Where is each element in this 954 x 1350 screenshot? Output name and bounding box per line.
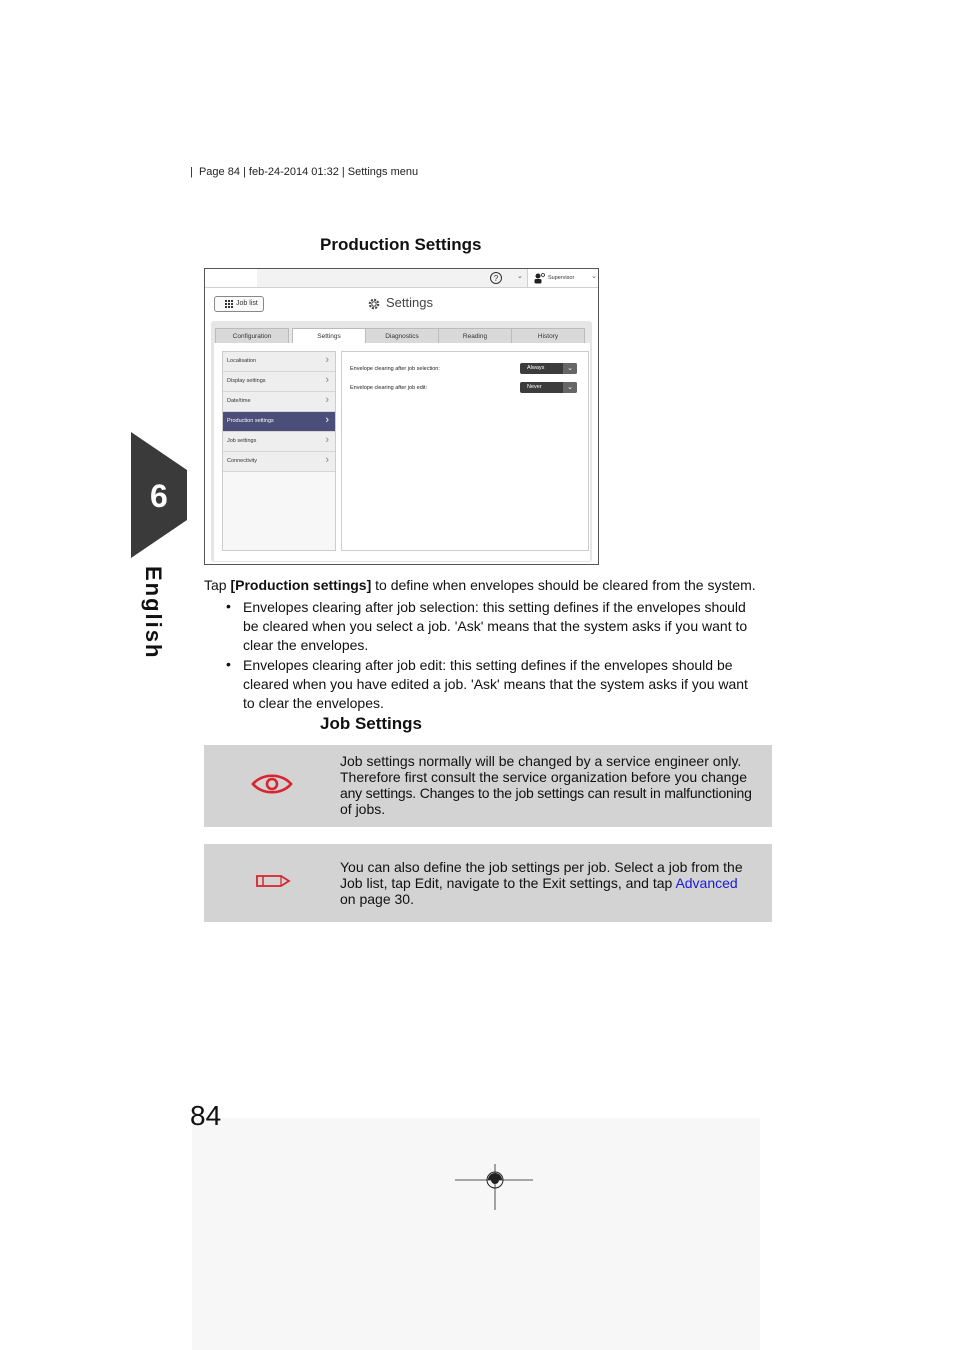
bottom-shade [192, 1118, 760, 1350]
sidebar-item-connectivity[interactable] [223, 452, 335, 472]
note-line: of jobs. [340, 801, 386, 817]
topbar-blank [205, 269, 257, 287]
note-text [340, 859, 765, 907]
sidebar-item-display-settings[interactable] [223, 372, 335, 392]
section-title-production: Production Settings [320, 235, 482, 254]
chevron-right-icon: › [325, 374, 329, 386]
tab-reading[interactable]: Reading [438, 328, 512, 345]
eye-icon [250, 771, 294, 797]
chevron-right-icon: › [325, 414, 329, 426]
tabs-area [211, 321, 592, 562]
note-line-text: Job list, tap Edit, navigate to the Exit settings, and tap [340, 875, 676, 891]
select-envelope-clearing-job-selection[interactable] [520, 363, 577, 374]
note-line: Therefore first consult the service organization before you change [340, 769, 748, 785]
sidebar-item-label: Date/time [227, 398, 251, 404]
settings-content [341, 351, 589, 551]
pencil-icon [254, 871, 292, 891]
note-line: Job settings normally will be changed by a service engineer only. [340, 753, 742, 769]
tab-history[interactable]: History [511, 328, 585, 345]
chevron-right-icon: › [325, 454, 329, 466]
user-menu[interactable] [527, 269, 599, 287]
bullet-line: Envelopes clearing after job edit: this setting defines if the envelopes should be [243, 657, 733, 673]
registration-mark-icon [455, 1160, 535, 1212]
svg-text:?: ? [493, 274, 499, 283]
intro-post: to define when envelopes should be cleared from the system. [371, 577, 756, 593]
settings-sidebar [222, 351, 336, 551]
sidebar-item-label: Job settings [227, 438, 257, 444]
sidebar-item-job-settings[interactable] [223, 432, 335, 452]
option-label-job-selection: Envelope clearing after job selection: [350, 366, 440, 372]
chevron-right-icon: › [325, 354, 329, 366]
option-label-job-edit: Envelope clearing after job edit: [350, 385, 428, 391]
grid-icon [225, 300, 233, 308]
page-title: Settings [386, 295, 433, 310]
advanced-link[interactable]: Advanced [675, 875, 738, 891]
intro-bold: [Production settings] [230, 577, 372, 593]
note-text [340, 753, 765, 817]
select-value: Never [527, 384, 542, 390]
note-line: You can also define the job settings per job. Select a job from the [340, 859, 743, 875]
chevron-down-icon: ⌄ [563, 382, 577, 393]
tab-diagnostics[interactable]: Diagnostics [365, 328, 439, 345]
section-title-job: Job Settings [320, 714, 423, 733]
sidebar-item-label: Display settings [227, 378, 266, 384]
bullet-item [243, 656, 748, 713]
page-number: 84 [190, 1100, 222, 1131]
topbar [205, 269, 598, 288]
bullet-line: to clear the envelopes. [243, 695, 384, 711]
help-icon[interactable] [488, 270, 504, 286]
chevron-right-icon: › [325, 434, 329, 446]
user-icon [533, 272, 545, 284]
user-dropdown-icon: ⌄ [591, 273, 597, 280]
note-box-tip [204, 844, 772, 922]
note-box-warning [204, 745, 772, 827]
chevron-right-icon: › [325, 394, 329, 406]
sidebar-item-date-time[interactable] [223, 392, 335, 412]
intro-pre: Tap [204, 577, 231, 593]
gear-icon [367, 297, 381, 311]
chapter-number: 6 [150, 478, 168, 514]
header-meta: | Page 84 | feb-24-2014 01:32 | Settings menu [190, 166, 419, 178]
tab-settings[interactable]: Settings [292, 328, 366, 347]
bullet-dot: • [226, 656, 231, 672]
sidebar-item-production-settings[interactable] [223, 412, 335, 432]
tab-configuration[interactable]: Configuration [215, 328, 289, 345]
settings-panel [214, 343, 590, 561]
job-list-label: Job list [236, 300, 258, 307]
sidebar-item-label: Localisation [227, 358, 257, 364]
sidebar-item-label: Production settings [227, 418, 274, 424]
bullet-line: clear the envelopes. [243, 637, 369, 653]
select-value: Always [527, 365, 545, 371]
note-line: any settings. Changes to the job settings can result in malfunctioning [340, 785, 752, 801]
bullet-line: be cleared when you select a job. 'Ask' means that the system asks if you want to [243, 618, 748, 634]
note-line [340, 875, 765, 891]
sidebar-item-label: Connectivity [227, 458, 257, 464]
job-list-button[interactable] [214, 296, 264, 312]
bullet-dot: • [226, 598, 231, 614]
help-dropdown-icon[interactable]: ⌄ [517, 273, 523, 280]
bullet-item [243, 598, 747, 655]
chevron-down-icon: ⌄ [563, 363, 577, 374]
sidebar-item-localisation[interactable] [223, 352, 335, 372]
intro-paragraph [204, 576, 756, 595]
chapter-language: English [141, 566, 166, 660]
settings-screenshot [204, 268, 599, 565]
user-label: Supervisor [548, 275, 575, 281]
bullet-line: Envelopes clearing after job selection: this setting defines if the envelopes should [243, 599, 746, 615]
note-line: on page 30. [340, 891, 414, 907]
bullet-line: cleared when you have edited a job. 'Ask' means that the system asks if you want [243, 676, 748, 692]
select-envelope-clearing-job-edit[interactable] [520, 382, 577, 393]
